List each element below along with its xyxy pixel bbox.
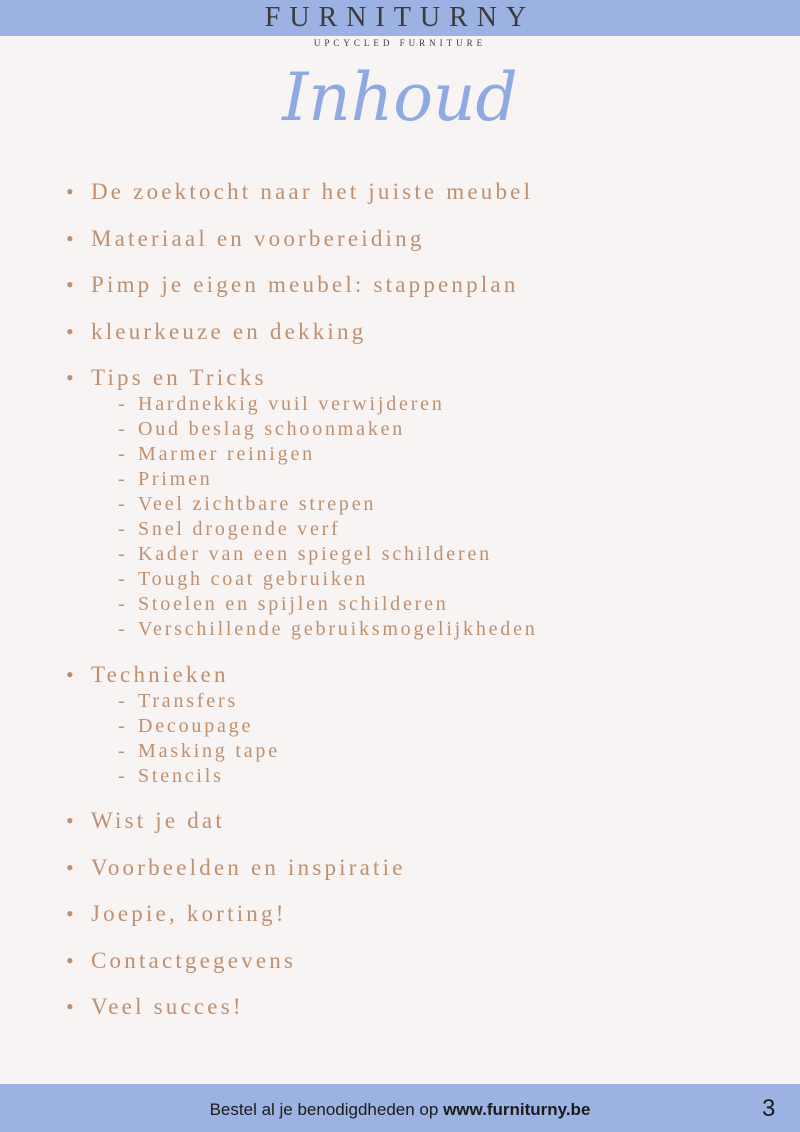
footer-link[interactable]: www.furniturny.be: [443, 1100, 591, 1119]
bullet-icon: •: [66, 994, 77, 1019]
bullet-icon: •: [66, 272, 77, 297]
bullet-icon: •: [66, 808, 77, 833]
toc-sub-item: [91, 492, 766, 517]
toc-sub-item-label: Verschillende gebruiksmogelijkheden: [138, 618, 538, 640]
toc-item-label: Materiaal en voorbereiding: [91, 225, 425, 251]
brand-tagline: UPCYCLED FURNITURE: [313, 38, 487, 48]
toc-item-label: kleurkeuze en dekking: [91, 318, 367, 344]
bullet-icon: •: [66, 179, 77, 204]
toc-sub-item: [91, 417, 766, 442]
toc-item-label: Pimp je eigen meubel: stappenplan: [91, 272, 519, 297]
brand-name: FURNITURNY: [264, 2, 536, 33]
toc-item: [66, 947, 766, 975]
toc-item: [66, 900, 766, 928]
dash-marker: -: [118, 418, 128, 440]
bullet-icon: •: [66, 225, 77, 251]
toc-sub-item-label: Veel zichtbare strepen: [138, 493, 377, 515]
dash-marker: -: [118, 568, 128, 590]
dash-marker: -: [118, 543, 128, 565]
toc-sub-item-label: Masking tape: [138, 739, 280, 762]
footer-label: Bestel al je benodigdheden op: [209, 1100, 444, 1119]
toc-sub-item-label: Decoupage: [138, 714, 254, 737]
toc-sub-item-label: Stencils: [138, 764, 224, 787]
toc-sub-item-label: Snel drogende verf: [138, 518, 341, 540]
dash-marker: -: [118, 443, 128, 465]
bullet-icon: •: [66, 854, 77, 880]
toc-sub-item-label: Hardnekkig vuil verwijderen: [138, 393, 445, 415]
toc-sub-item-label: Tough coat gebruiken: [138, 568, 369, 590]
dash-marker: -: [118, 468, 128, 490]
toc-sub-item: [91, 467, 766, 492]
toc-item-label: De zoektocht naar het juiste meubel: [91, 179, 534, 204]
toc-item: [66, 318, 766, 346]
dash-marker: -: [118, 714, 128, 737]
dash-marker: -: [118, 764, 128, 787]
toc-sub-item-label: Marmer reinigen: [138, 443, 315, 465]
bullet-icon: •: [66, 661, 77, 687]
toc-item: [66, 993, 766, 1021]
dash-marker: -: [118, 518, 128, 540]
table-of-contents: [66, 178, 766, 1040]
toc-sub-item: [91, 542, 766, 567]
toc-sub-item: [91, 592, 766, 617]
toc-sub-list: [91, 689, 766, 789]
toc-sub-item: [91, 714, 766, 739]
toc-item: [66, 364, 766, 642]
toc-sub-item-label: Oud beslag schoonmaken: [138, 418, 406, 440]
toc-item-label: Joepie, korting!: [91, 901, 287, 926]
dash-marker: -: [118, 493, 128, 515]
bullet-icon: •: [66, 901, 77, 926]
toc-sub-item: [91, 517, 766, 542]
dash-marker: -: [118, 689, 128, 712]
toc-item: [66, 271, 766, 299]
toc-item-label: Tips en Tricks: [91, 365, 267, 390]
bullet-icon: •: [66, 318, 77, 344]
toc-sub-item: [91, 442, 766, 467]
bullet-icon: •: [66, 365, 77, 390]
toc-sub-item: [91, 617, 766, 642]
toc-item-label: Technieken: [91, 661, 229, 687]
toc-item-label: Contactgegevens: [91, 947, 297, 973]
toc-item: [66, 225, 766, 253]
toc-sub-item-label: Transfers: [138, 689, 239, 712]
toc-item-label: Voorbeelden en inspiratie: [91, 854, 406, 880]
toc-sub-item: [91, 689, 766, 714]
toc-item: [66, 854, 766, 882]
toc-item-label: Veel succes!: [91, 994, 244, 1019]
toc-sub-item: [91, 764, 766, 789]
footer-text: [0, 1100, 800, 1120]
toc-sub-item: [91, 392, 766, 417]
bullet-icon: •: [66, 947, 77, 973]
dash-marker: -: [118, 618, 128, 640]
toc-sub-item-label: Stoelen en spijlen schilderen: [138, 593, 449, 615]
toc-sub-item-label: Primen: [138, 468, 213, 490]
toc-sub-item: [91, 739, 766, 764]
toc-item-label: Wist je dat: [91, 808, 225, 833]
page-number: 3: [762, 1095, 776, 1122]
dash-marker: -: [118, 393, 128, 415]
toc-sub-item-label: Kader van een spiegel schilderen: [138, 543, 492, 565]
toc-sub-list: [91, 392, 766, 642]
toc-item: [66, 661, 766, 789]
page-title: Inhoud: [282, 59, 518, 136]
toc-item: [66, 178, 766, 206]
toc-item: [66, 807, 766, 835]
toc-sub-item: [91, 567, 766, 592]
dash-marker: -: [118, 593, 128, 615]
dash-marker: -: [118, 739, 128, 762]
